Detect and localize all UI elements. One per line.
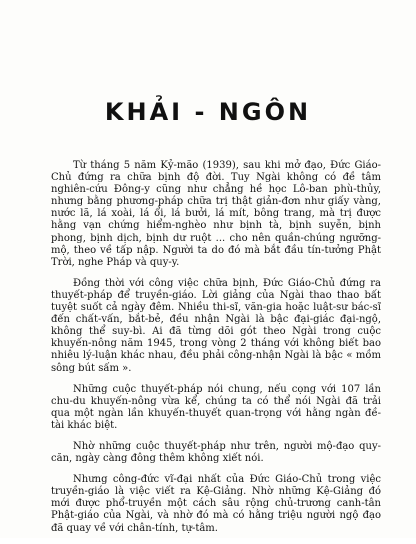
- page-title: KHẢI - NGÔN: [104, 98, 312, 126]
- body-text: [51, 160, 381, 544]
- paragraph: Đồng thời với công việc chữa bịnh, Đức Giáo-Chủ đứng ra thuyết-pháp để truyền-giáo. Lời giảng của Ngài thao thao bất tuyệt suốt cả ngày đêm. Nhiều thi-sĩ, văn-gia hoặc luật-sư bác-sĩ đến chất-vấn, bắt-bẻ, đều nhận Ngài là bậc đại-giác đại-ngộ, không thể suy-bì. Ai đã từng dõi gót theo Ngài trong cuộc khuyến-nông năm 1945, trong vòng 2 tháng với không biết bao nhiêu lý-luận khác nhau, đều phải công-nhận Ngài là bậc « mồm sông bút sấm ».: [51, 277, 381, 374]
- paragraph: Nhưng công-đức vĩ-đại nhất của Đức Giáo-Chủ trong việc truyền-giáo là việc viết ra Kệ-Giảng. Nhờ những Kệ-Giảng đó mới được phổ-truyền một cách sâu rộng chủ-trương canh-tân Phật-giáo của Ngài, và nhờ đó mà có hằng triệu người ngộ đạo đã quay về với chân-tính, tự-tâm.: [51, 474, 381, 534]
- paragraph: Nhờ những cuộc thuyết-pháp như trên, người mộ-đạo quy-căn, ngày càng đông thêm không xiết nói.: [51, 440, 381, 465]
- paragraph: Từ tháng 5 năm Kỷ-mão (1939), sau khi mở đạo, Đức Giáo-Chủ đứng ra chữa bịnh độ đời. Tuy Ngài không có đề tâm nghiên-cứu Đông-y cũng như chẳng hề học Lô-ban phù-thủy, nhưng bằng phương-pháp chữa trị thật giản-đơn như giấy vàng, nước lã, lá xoài, lá ổi, lá bưởi, lá mít, bông trang, mà trị được hằng vạn chứng hiểm-nghèo như bịnh tà, bịnh suyễn, bịnh phong, bịnh dịch, bịnh dư ruột ... cho nên quần-chúng ngưỡng-mộ, theo về tấp nập. Người ta do đó mà bắt đầu tín-tưởng Phật Trời, nghe Pháp và quy-y.: [51, 160, 381, 268]
- paragraph: Những cuộc thuyết-pháp nói chung, nếu cọng với 107 lần chu-du khuyến-nông vừa kể, chúng ta có thể nói Ngài đã trải qua một ngàn lần khuyến-thuyết quan-trọng với hằng ngàn đề-tài khác biệt.: [51, 383, 381, 431]
